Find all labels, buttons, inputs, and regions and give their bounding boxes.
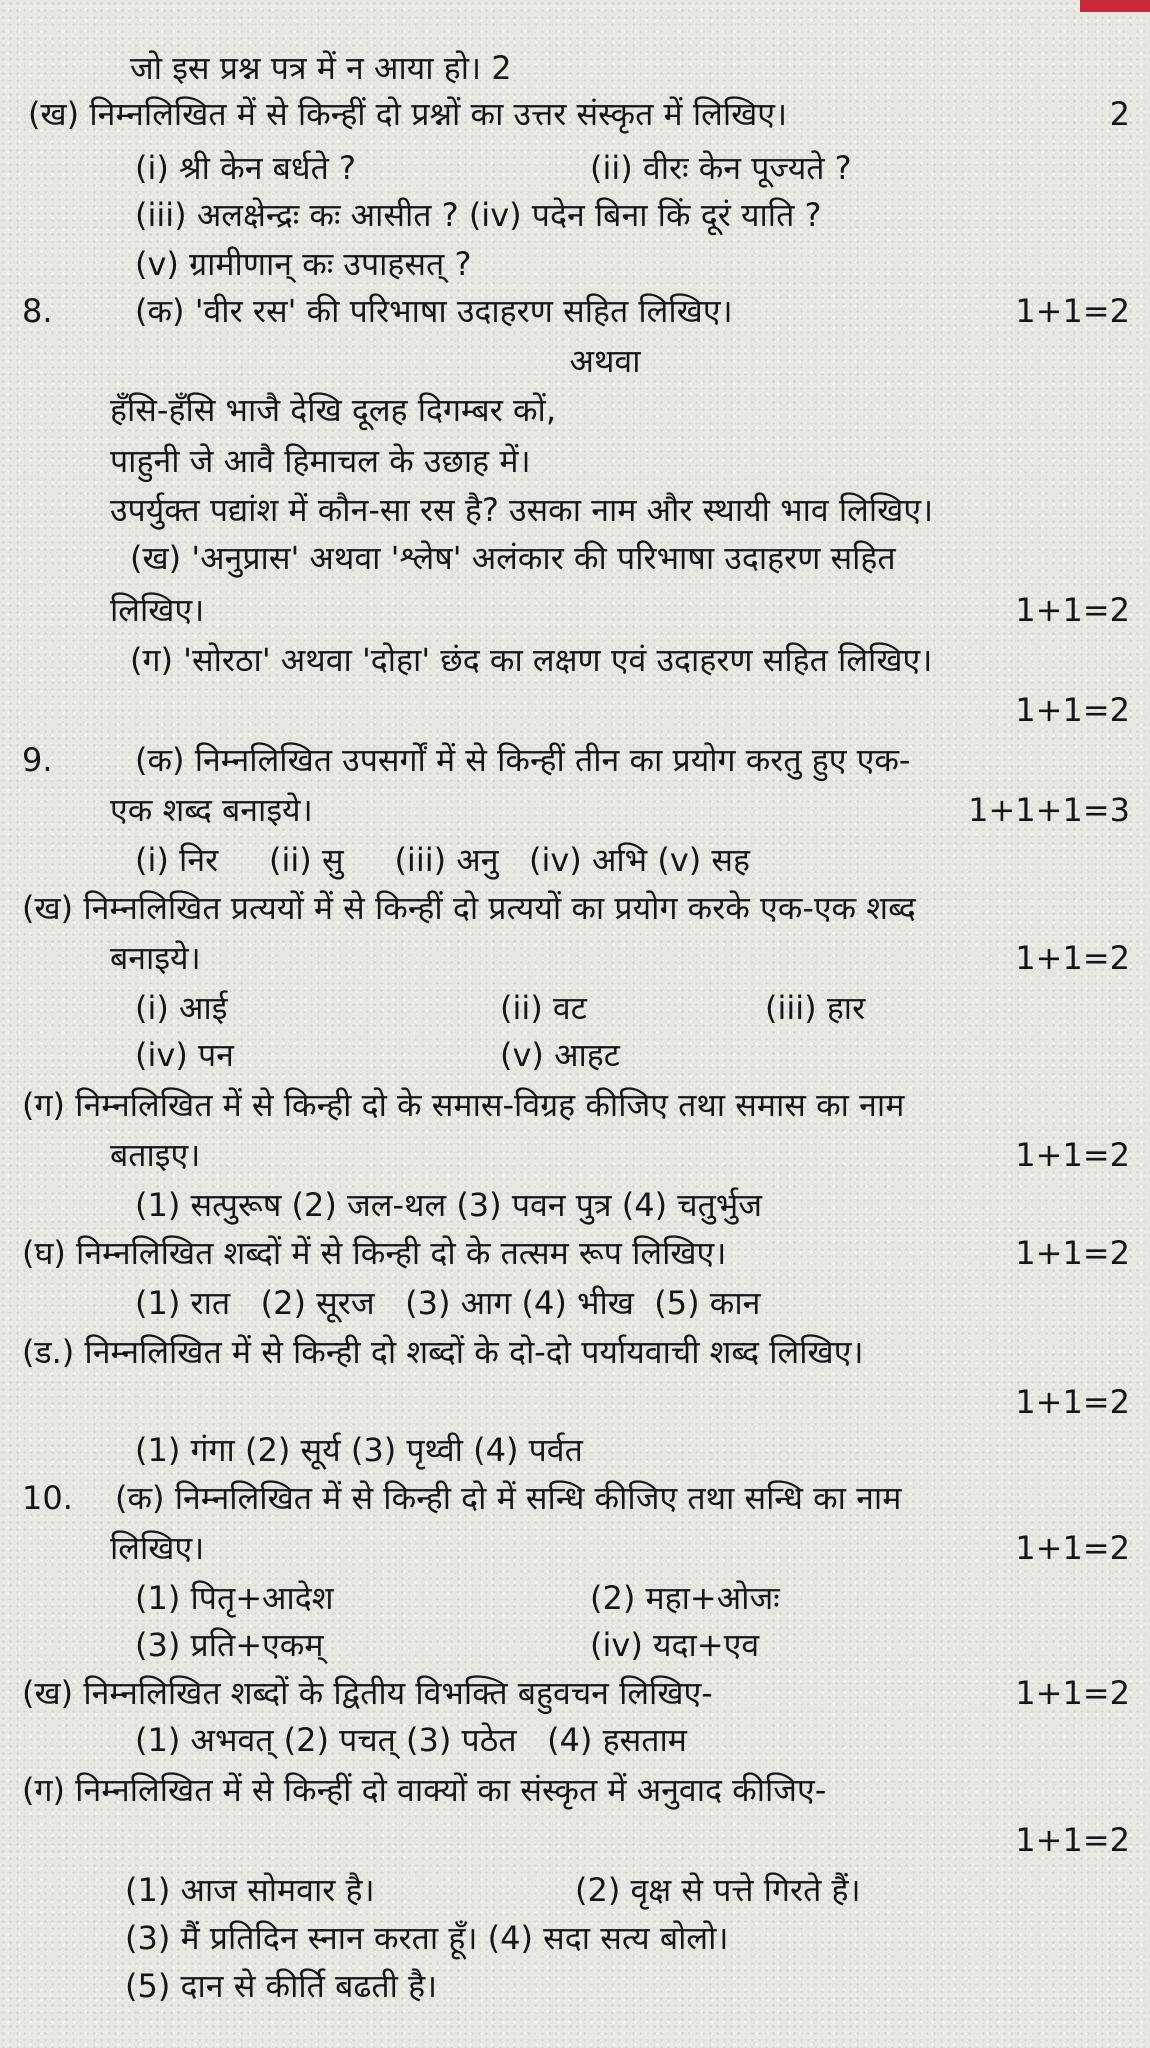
q9-ka-question-cont: एक शब्द बनाइये। (110, 791, 313, 829)
q10-ga-marks: 1+1=2 (1015, 1821, 1130, 1859)
q8-kha-question: (ख) 'अनुप्रास' अथवा 'श्लेष' अलंकार की परिभाषा उदाहरण सहित (130, 539, 896, 577)
q9-gha-marks: 1+1=2 (1015, 1234, 1130, 1272)
q10-ka-question-cont: लिखिए। (110, 1529, 205, 1567)
q9-kha-question-cont: बनाइये। (110, 939, 201, 977)
q9-kha-option-iv: (iv) पन (135, 1036, 234, 1074)
q9-ga-marks: 1+1=2 (1015, 1136, 1130, 1174)
q9-nga-question: (ड.) निम्नलिखित में से किन्ही दो शब्दों के दो-दो पर्यायवाची शब्द लिखिए। (22, 1333, 864, 1371)
q10-kha-options: (1) अभवत् (2) पचत् (3) पठेत (4) हसताम (135, 1721, 687, 1759)
q9-gha-question: (घ) निम्नलिखित शब्दों में से किन्ही दो के तत्सम रूप लिखिए। (22, 1234, 727, 1272)
red-corner-mark (1080, 0, 1150, 12)
q10-ga-sentences-3-4: (3) मैं प्रतिदिन स्नान करता हूँ। (4) सदा सत्य बोलो। (125, 1919, 729, 1957)
q8-ga-marks: 1+1=2 (1015, 691, 1130, 729)
q8-verse-question: उपर्युक्त पद्यांश में कौन-सा रस है? उसका नाम और स्थायी भाव लिखिए। (110, 491, 934, 529)
q9-number: 9. (22, 741, 53, 779)
q9-nga-marks: 1+1=2 (1015, 1383, 1130, 1421)
q10-ga-sentence-1: (1) आज सोमवार है। (125, 1871, 375, 1909)
q10-ga-sentence-2: (2) वृक्ष से पत्ते गिरते हैं। (575, 1871, 861, 1909)
q7-kha-option-ii: (ii) वीरः केन पूज्यते ? (590, 149, 852, 187)
q9-kha-option-i: (i) आई (135, 989, 228, 1027)
q10-ga-sentence-5: (5) दान से कीर्ति बढती है। (125, 1967, 438, 2005)
q8-ka-question: (क) 'वीर रस' की परिभाषा उदाहरण सहित लिखिए। (135, 292, 733, 330)
q9-kha-option-ii: (ii) वट (500, 989, 587, 1027)
q9-kha-question: (ख) निम्नलिखित प्रत्ययों में से किन्हीं दो प्रत्ययों का प्रयोग करके एक-एक शब्द (22, 889, 916, 927)
q8-verse-line-1: हँसि-हँसि भाजै देखि दूलह दिगम्बर कों, (110, 391, 556, 429)
q7-kha-instruction: (ख) निम्नलिखित में से किन्हीं दो प्रश्नों का उत्तर संस्कृत में लिखिए। (28, 95, 788, 133)
q9-ka-question: (क) निम्नलिखित उपसर्गों में से किन्हीं तीन का प्रयोग करतु हुए एक- (135, 741, 911, 779)
q9-gha-options: (1) रात (2) सूरज (3) आग (4) भीख (5) कान (135, 1284, 761, 1322)
q9-kha-option-v: (v) आहट (500, 1036, 620, 1074)
q9-ga-question-cont: बताइए। (110, 1136, 201, 1174)
q8-or-separator: अथवा (569, 342, 641, 380)
q8-ka-marks: 1+1=2 (1015, 292, 1130, 330)
q7-kha-option-i: (i) श्री केन बर्धते ? (135, 149, 357, 187)
q9-ka-marks: 1+1+1=3 (968, 791, 1130, 829)
q10-ka-option-iv: (iv) यदा+एव (590, 1626, 760, 1664)
q8-number: 8. (22, 292, 53, 330)
q10-kha-marks: 1+1=2 (1015, 1674, 1130, 1712)
q7-kha-options-iii-iv: (iii) अलक्षेन्द्रः कः आसीत ? (iv) पदेन बिना किं दूरं याति ? (135, 196, 822, 234)
q10-ka-marks: 1+1=2 (1015, 1529, 1130, 1567)
q9-ga-question: (ग) निम्नलिखित में से किन्ही दो के समास-विग्रह कीजिए तथा समास का नाम (22, 1086, 905, 1124)
q8-ga-question: (ग) 'सोरठा' अथवा 'दोहा' छंद का लक्षण एवं उदाहरण सहित लिखिए। (130, 641, 933, 679)
q10-ka-option-1: (1) पितृ+आदेश (135, 1579, 334, 1617)
q10-ga-question: (ग) निम्नलिखित में से किन्हीं दो वाक्यों का संस्कृत में अनुवाद कीजिए- (22, 1771, 827, 1809)
q9-kha-option-iii: (iii) हार (765, 989, 866, 1027)
q10-ka-option-2: (2) महा+ओजः (590, 1579, 780, 1617)
q10-number: 10. (22, 1479, 73, 1517)
q9-kha-marks: 1+1=2 (1015, 939, 1130, 977)
q10-kha-question: (ख) निम्नलिखित शब्दों के द्वितीय विभक्ति बहुवचन लिखिए- (22, 1674, 713, 1712)
q9-ka-options: (i) निर (ii) सु (iii) अनु (iv) अभि (v) सह (135, 841, 751, 879)
q10-ka-option-3: (3) प्रति+एकम् (135, 1626, 324, 1664)
q10-ka-question: (क) निम्नलिखित में से किन्ही दो में सन्धि कीजिए तथा सन्धि का नाम (115, 1479, 902, 1517)
q9-ga-options: (1) सत्पुरूष (2) जल-थल (3) पवन पुत्र (4) चतुर्भुज (135, 1186, 763, 1224)
q8-verse-line-2: पाहुनी जे आवै हिमाचल के उछाह में। (110, 442, 531, 480)
q7-continuation-line: जो इस प्रश्न पत्र में न आया हो। 2 (130, 49, 512, 87)
q9-nga-options: (1) गंगा (2) सूर्य (3) पृथ्वी (4) पर्वत (135, 1431, 583, 1469)
q8-kha-marks: 1+1=2 (1015, 591, 1130, 629)
q8-kha-question-cont: लिखिए। (110, 591, 205, 629)
q7-kha-marks: 2 (1109, 95, 1130, 133)
q7-kha-option-v: (v) ग्रामीणान् कः उपाहसत् ? (135, 245, 472, 283)
